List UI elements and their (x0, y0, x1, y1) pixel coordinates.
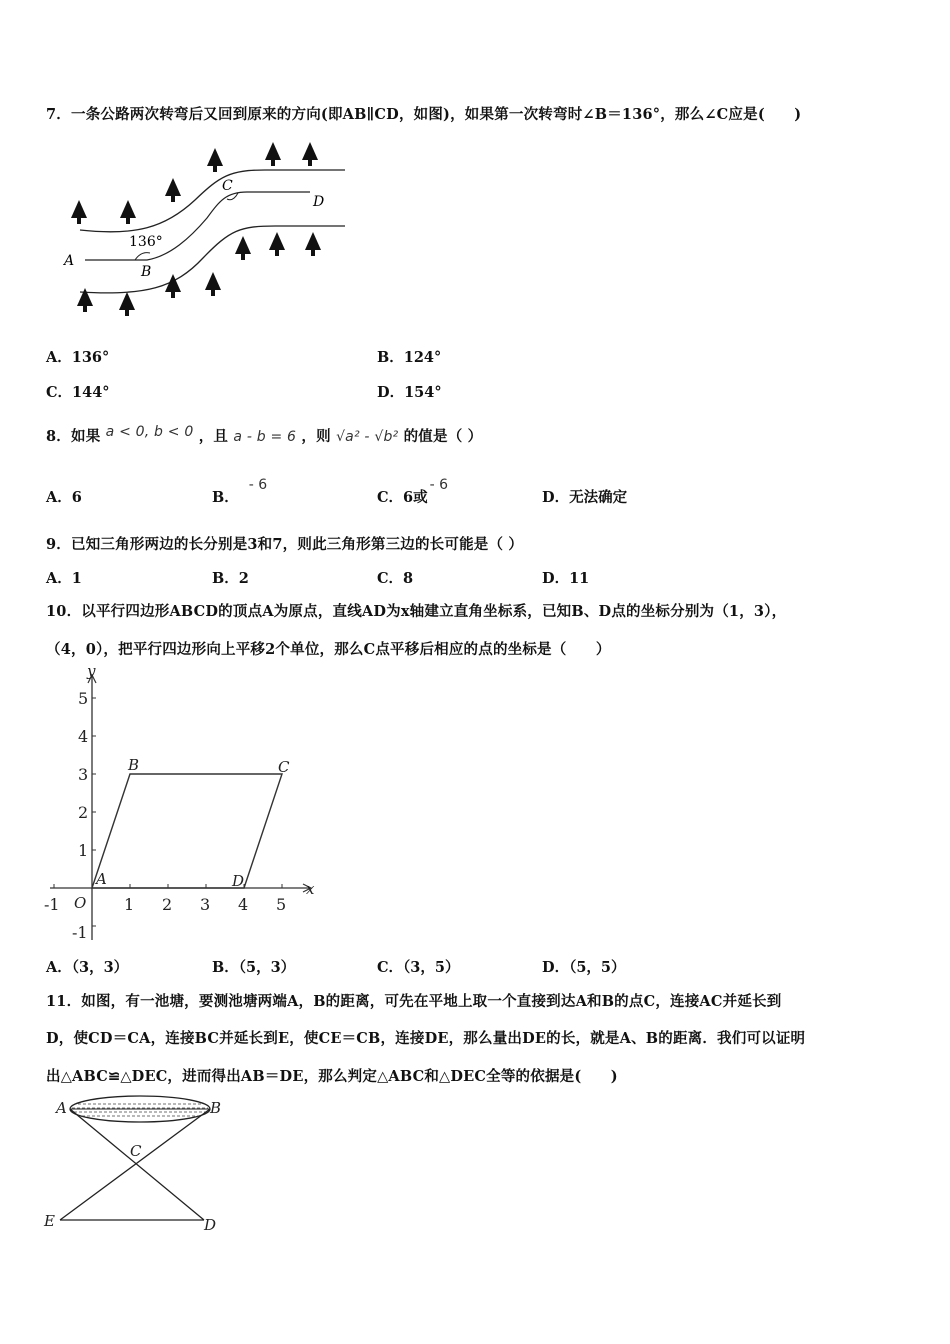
q8-prefix: 8．如果 (46, 428, 101, 445)
q7-angle-label: 136° (129, 234, 163, 250)
x-tick-4: 4 (238, 895, 249, 914)
q10-line-2: （4，0），把平行四边形向上平移2个单位，那么C点平移后相应的点的坐标是（ ） (46, 641, 611, 658)
q8-mid2: ，则 (301, 428, 331, 445)
x-tick-1: 1 (124, 895, 135, 914)
q9-option-a[interactable]: A．1 (46, 570, 82, 587)
q7-option-c[interactable]: C．144° (46, 384, 110, 401)
point-a-label: A (96, 870, 107, 888)
y-tick-2: 2 (78, 803, 89, 822)
q8-option-d[interactable]: D．无法确定 (542, 489, 628, 506)
q9-option-b[interactable]: B．2 (212, 570, 249, 587)
origin-label: O (74, 894, 87, 912)
q8-option-c[interactable]: C．6或- 6 (377, 477, 449, 506)
q10-option-c[interactable]: C．（3，5） (377, 959, 460, 976)
q8-option-b[interactable]: B．- 6 (212, 477, 268, 506)
q8-text (46, 425, 482, 446)
q7-road-figure (55, 138, 345, 323)
q7-option-d[interactable]: D．154° (377, 384, 442, 401)
q11-label-d: D (204, 1216, 217, 1234)
q10-option-a[interactable]: A．（3，3） (46, 959, 129, 976)
q8-option-b-value: - 6 (248, 477, 268, 493)
q7-label-c: C (222, 178, 233, 194)
q11-line-1: 11．如图，有一池塘，要测池塘两端A，B的距离，可先在平地上取一个直接到达A和B的点C，连接AC并延长到 (46, 993, 782, 1010)
tree-icon (71, 142, 321, 316)
x-tick-3: 3 (200, 895, 211, 914)
q11-pond-figure (40, 1092, 230, 1237)
x-tick-5: 5 (276, 895, 287, 914)
q8-expression: √a² - √b² (336, 429, 399, 445)
q9-option-c[interactable]: C．8 (377, 570, 414, 587)
q8-option-c-value: - 6 (429, 477, 449, 493)
q8-condition-2: a - b = 6 (233, 429, 297, 445)
q7-option-a[interactable]: A．136° (46, 349, 110, 366)
q11-label-a: A (56, 1099, 67, 1117)
q8-mid: ，且 (198, 428, 229, 445)
q10-option-b[interactable]: B．（5，3） (212, 959, 296, 976)
q11-label-b: B (210, 1099, 222, 1117)
y-tick-3: 3 (78, 765, 89, 784)
q10-option-d[interactable]: D．（5，5） (542, 959, 626, 976)
q9-option-d[interactable]: D．11 (542, 570, 590, 587)
q8-condition-1: a < 0, b < 0 (105, 424, 194, 440)
q8-suffix: 的值是（ ） (403, 428, 483, 445)
x-axis-label: x (306, 880, 315, 898)
q7-label-b: B (141, 264, 152, 280)
q7-option-b[interactable]: B．124° (377, 349, 442, 366)
q11-label-e: E (44, 1212, 55, 1230)
y-tick-1: 1 (78, 841, 89, 860)
q10-line-1: 10．以平行四边形ABCD的顶点A为原点，直线AD为x轴建立直角坐标系，已知B、D点的坐标分别为（1，3）， (46, 603, 787, 620)
q11-label-c: C (130, 1142, 142, 1160)
q7-text: 7．一条公路两次转弯后又回到原来的方向(即AB∥CD，如图)，如果第一次转弯时∠B＝136°，那么∠C应是( ) (46, 106, 802, 123)
q11-line-3: 出△ABC≌△DEC，进而得出AB＝DE，那么判定△ABC和△DEC全等的依据是( ) (46, 1068, 618, 1085)
x-tick-2: 2 (162, 895, 173, 914)
point-b-label: B (128, 756, 140, 774)
q7-label-a: A (64, 253, 75, 269)
q11-line-2: D，使CD＝CA，连接BC并延长到E，使CE＝CB，连接DE，那么量出DE的长，就是A、B的距离．我们可以证明 (46, 1030, 806, 1047)
point-c-label: C (278, 758, 290, 776)
y-tick-4: 4 (78, 727, 89, 746)
q9-text: 9．已知三角形两边的长分别是3和7，则此三角形第三边的长可能是（ ） (46, 536, 524, 553)
y-axis-label: y (87, 662, 96, 680)
x-tick-neg1: -1 (44, 895, 60, 914)
q10-coordinate-graph (40, 662, 330, 947)
q7-label-d: D (313, 194, 325, 210)
q8-option-a[interactable]: A．6 (46, 489, 82, 506)
point-d-label: D (232, 872, 245, 890)
y-tick-5: 5 (78, 689, 89, 708)
y-tick-neg1: -1 (72, 923, 88, 942)
